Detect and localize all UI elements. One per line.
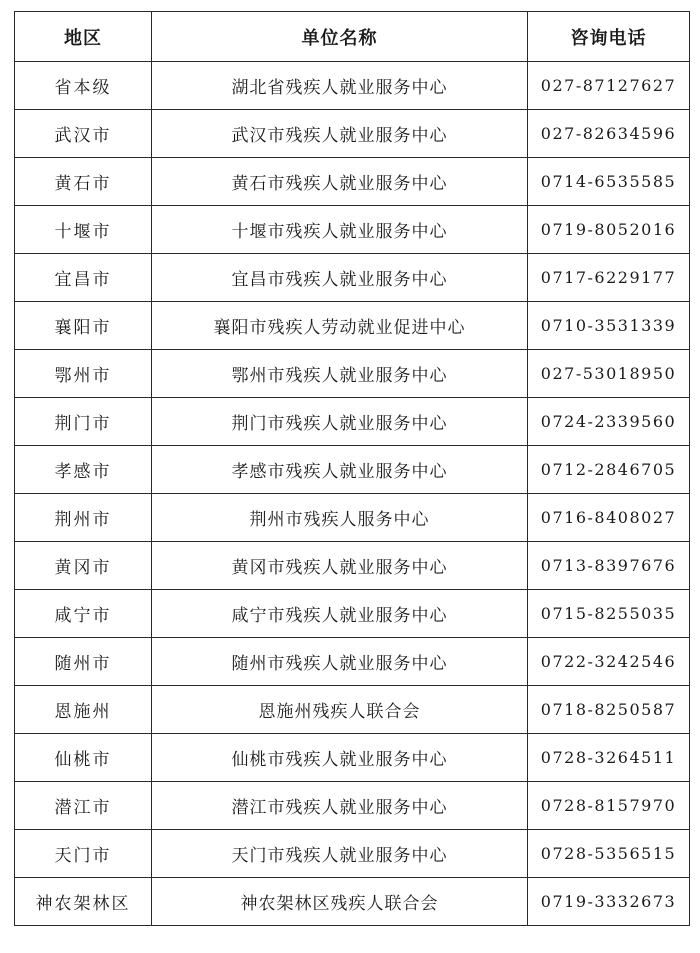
unit-name-cell: 湖北省残疾人就业服务中心 xyxy=(152,62,528,110)
header-region: 地区 xyxy=(15,12,152,62)
header-phone: 咨询电话 xyxy=(528,12,690,62)
phone-cell: 0716-8408027 xyxy=(528,494,690,542)
phone-cell: 0724-2339560 xyxy=(528,398,690,446)
table-row xyxy=(15,830,690,878)
table-row xyxy=(15,494,690,542)
region-cell: 十堰市 xyxy=(15,206,152,254)
unit-name-cell: 随州市残疾人就业服务中心 xyxy=(152,638,528,686)
table-row xyxy=(15,878,690,926)
table-row xyxy=(15,734,690,782)
table-row xyxy=(15,110,690,158)
unit-name-cell: 黄石市残疾人就业服务中心 xyxy=(152,158,528,206)
table-row xyxy=(15,638,690,686)
table-header xyxy=(15,12,690,62)
region-cell: 潜江市 xyxy=(15,782,152,830)
region-cell: 随州市 xyxy=(15,638,152,686)
phone-cell: 027-82634596 xyxy=(528,110,690,158)
header-unit-name: 单位名称 xyxy=(152,12,528,62)
region-cell: 黄石市 xyxy=(15,158,152,206)
table-row xyxy=(15,446,690,494)
header-row xyxy=(15,12,690,62)
phone-cell: 0714-6535585 xyxy=(528,158,690,206)
phone-cell: 0722-3242546 xyxy=(528,638,690,686)
unit-name-cell: 黄冈市残疾人就业服务中心 xyxy=(152,542,528,590)
region-cell: 宜昌市 xyxy=(15,254,152,302)
unit-name-cell: 十堰市残疾人就业服务中心 xyxy=(152,206,528,254)
region-cell: 鄂州市 xyxy=(15,350,152,398)
region-cell: 咸宁市 xyxy=(15,590,152,638)
phone-cell: 0719-3332673 xyxy=(528,878,690,926)
unit-name-cell: 荆门市残疾人就业服务中心 xyxy=(152,398,528,446)
region-cell: 仙桃市 xyxy=(15,734,152,782)
phone-cell: 0717-6229177 xyxy=(528,254,690,302)
phone-cell: 0710-3531339 xyxy=(528,302,690,350)
unit-name-cell: 天门市残疾人就业服务中心 xyxy=(152,830,528,878)
table-row xyxy=(15,686,690,734)
region-cell: 恩施州 xyxy=(15,686,152,734)
unit-name-cell: 襄阳市残疾人劳动就业促进中心 xyxy=(152,302,528,350)
unit-name-cell: 鄂州市残疾人就业服务中心 xyxy=(152,350,528,398)
phone-cell: 0712-2846705 xyxy=(528,446,690,494)
unit-name-cell: 武汉市残疾人就业服务中心 xyxy=(152,110,528,158)
region-cell: 孝感市 xyxy=(15,446,152,494)
table-row xyxy=(15,254,690,302)
unit-name-cell: 荆州市残疾人服务中心 xyxy=(152,494,528,542)
table-row xyxy=(15,206,690,254)
table-row xyxy=(15,62,690,110)
phone-cell: 0728-8157970 xyxy=(528,782,690,830)
unit-name-cell: 恩施州残疾人联合会 xyxy=(152,686,528,734)
phone-cell: 0728-3264511 xyxy=(528,734,690,782)
phone-cell: 0728-5356515 xyxy=(528,830,690,878)
region-cell: 省本级 xyxy=(15,62,152,110)
contact-table xyxy=(14,11,690,926)
phone-cell: 027-87127627 xyxy=(528,62,690,110)
unit-name-cell: 咸宁市残疾人就业服务中心 xyxy=(152,590,528,638)
unit-name-cell: 孝感市残疾人就业服务中心 xyxy=(152,446,528,494)
unit-name-cell: 潜江市残疾人就业服务中心 xyxy=(152,782,528,830)
region-cell: 神农架林区 xyxy=(15,878,152,926)
table-row xyxy=(15,302,690,350)
unit-name-cell: 仙桃市残疾人就业服务中心 xyxy=(152,734,528,782)
region-cell: 荆州市 xyxy=(15,494,152,542)
phone-cell: 0715-8255035 xyxy=(528,590,690,638)
region-cell: 黄冈市 xyxy=(15,542,152,590)
table-body xyxy=(15,62,690,926)
region-cell: 荆门市 xyxy=(15,398,152,446)
phone-cell: 0718-8250587 xyxy=(528,686,690,734)
region-cell: 武汉市 xyxy=(15,110,152,158)
table-row xyxy=(15,590,690,638)
region-cell: 襄阳市 xyxy=(15,302,152,350)
unit-name-cell: 神农架林区残疾人联合会 xyxy=(152,878,528,926)
table-row xyxy=(15,158,690,206)
phone-cell: 0713-8397676 xyxy=(528,542,690,590)
table-row xyxy=(15,782,690,830)
table-row xyxy=(15,542,690,590)
phone-cell: 0719-8052016 xyxy=(528,206,690,254)
region-cell: 天门市 xyxy=(15,830,152,878)
table-row xyxy=(15,398,690,446)
unit-name-cell: 宜昌市残疾人就业服务中心 xyxy=(152,254,528,302)
table-row xyxy=(15,350,690,398)
phone-cell: 027-53018950 xyxy=(528,350,690,398)
